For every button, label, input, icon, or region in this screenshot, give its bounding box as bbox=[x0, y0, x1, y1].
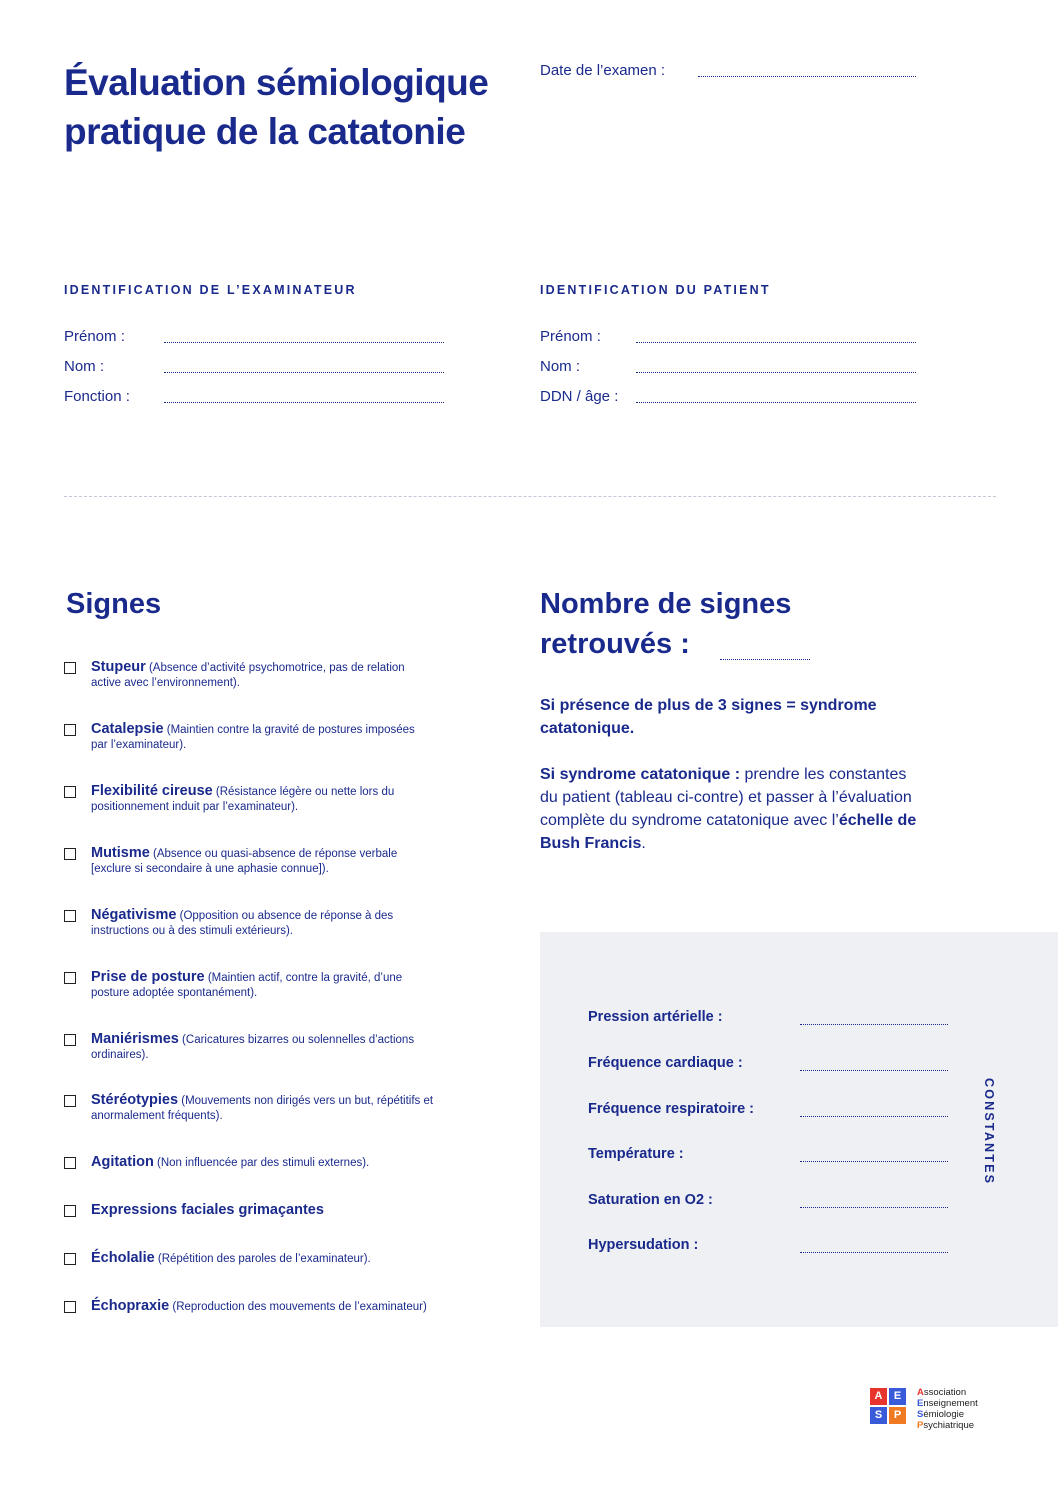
sign-item-expressions-faciales bbox=[64, 1203, 434, 1219]
sign-count-field[interactable] bbox=[720, 659, 810, 660]
aesp-logo-text bbox=[917, 1387, 978, 1431]
bush-francis-link[interactable]: échelle de Bush Francis bbox=[540, 812, 917, 852]
sign-desc: (Maintien contre la gravité de postures imposées par l’examinateur). bbox=[91, 724, 415, 751]
sign-desc: (Maintien actif, contre la gravité, d’une posture adoptée spontanément). bbox=[91, 972, 403, 999]
patient-lastname-label: Nom : bbox=[540, 358, 581, 375]
vital-label-temperature: Température : bbox=[588, 1146, 684, 1162]
examiner-firstname-label: Prénom : bbox=[64, 328, 125, 345]
sign-name: Catalepsie bbox=[91, 721, 164, 737]
examiner-function-field[interactable] bbox=[164, 402, 444, 403]
sign-name: Échopraxie bbox=[91, 1298, 170, 1314]
sign-name: Agitation bbox=[91, 1154, 154, 1170]
exam-date-field[interactable] bbox=[698, 76, 916, 77]
examiner-function-label: Fonction : bbox=[64, 388, 130, 405]
logo-line: Psychiatrique bbox=[917, 1420, 975, 1431]
logo-letter-e: E bbox=[889, 1388, 906, 1405]
patient-dob-label: DDN / âge : bbox=[540, 388, 619, 405]
examiner-lastname-field[interactable] bbox=[164, 372, 444, 373]
sign-item-flexibilite bbox=[64, 784, 434, 815]
logo-line: Sémiologie bbox=[917, 1409, 965, 1420]
sign-checkbox[interactable] bbox=[64, 1095, 76, 1107]
vital-label-blood-pressure: Pression artérielle : bbox=[588, 1009, 723, 1025]
sign-desc: (Caricatures bizarres ou solennelles d’actions ordinaires). bbox=[91, 1034, 415, 1061]
sign-checkbox[interactable] bbox=[64, 848, 76, 860]
sign-name: Flexibilité cireuse bbox=[91, 783, 213, 799]
logo-line: Association bbox=[917, 1387, 967, 1398]
vital-label-oxygen-saturation: Saturation en O2 : bbox=[588, 1192, 713, 1208]
examiner-lastname-label: Nom : bbox=[64, 358, 105, 375]
signs-heading: Signes bbox=[66, 588, 162, 620]
sign-name: Négativisme bbox=[91, 907, 177, 923]
sign-desc: (Répétition des paroles de l’examinateur). bbox=[154, 1253, 371, 1265]
sign-item-catalepsie bbox=[64, 722, 434, 753]
sign-item-echopraxie bbox=[64, 1299, 434, 1315]
vital-field-hypersudation[interactable] bbox=[800, 1252, 948, 1253]
sign-checkbox[interactable] bbox=[64, 1301, 76, 1313]
syndrome-threshold-note bbox=[540, 694, 920, 740]
sign-item-agitation bbox=[64, 1155, 434, 1171]
sign-checkbox[interactable] bbox=[64, 1157, 76, 1169]
patient-firstname-label: Prénom : bbox=[540, 328, 601, 345]
sign-checkbox[interactable] bbox=[64, 972, 76, 984]
threshold-text: Si présence de plus de 3 signes = syndrome catatonique. bbox=[540, 697, 877, 737]
sign-count-heading-line2: retrouvés : bbox=[540, 628, 690, 660]
patient-lastname-field[interactable] bbox=[636, 372, 916, 373]
vital-label-respiratory-rate: Fréquence respiratoire : bbox=[588, 1101, 754, 1117]
sign-checkbox[interactable] bbox=[64, 786, 76, 798]
sign-checkbox[interactable] bbox=[64, 724, 76, 736]
sign-checkbox[interactable] bbox=[64, 1034, 76, 1046]
sign-item-prise-de-posture bbox=[64, 970, 434, 1001]
logo-letter-s: S bbox=[870, 1407, 887, 1424]
vital-field-blood-pressure[interactable] bbox=[800, 1024, 948, 1025]
sign-checkbox[interactable] bbox=[64, 1205, 76, 1217]
page-title: Évaluation sémiologique pratique de la catatonie bbox=[64, 62, 489, 152]
sign-desc: (Reproduction des mouvements de l’examinateur) bbox=[169, 1301, 427, 1313]
vitals-side-label: CONSTANTES bbox=[982, 1078, 996, 1186]
patient-heading: IDENTIFICATION DU PATIENT bbox=[540, 283, 771, 297]
sign-desc: (Absence ou quasi-absence de réponse verbale [exclure si secondaire à une aphasie connue]). bbox=[91, 848, 398, 875]
vital-field-temperature[interactable] bbox=[800, 1161, 948, 1162]
logo-line: Enseignement bbox=[917, 1398, 978, 1409]
vital-field-respiratory-rate[interactable] bbox=[800, 1116, 948, 1117]
sign-name: Prise de posture bbox=[91, 969, 205, 985]
sign-name: Écholalie bbox=[91, 1250, 155, 1266]
dashed-separator bbox=[64, 496, 996, 497]
syndrome-instructions bbox=[540, 763, 920, 855]
sign-count-heading-line1: Nombre de signes bbox=[540, 588, 792, 620]
instructions-bold: Si syndrome catatonique : bbox=[540, 766, 741, 783]
sign-name: Stéréotypies bbox=[91, 1092, 179, 1108]
sign-name: Stupeur bbox=[91, 659, 146, 675]
sign-name: Maniérismes bbox=[91, 1031, 179, 1047]
sign-desc: (Mouvements non dirigés vers un but, répétitifs et anormalement fréquents). bbox=[91, 1095, 434, 1122]
patient-firstname-field[interactable] bbox=[636, 342, 916, 343]
sign-item-manierismes bbox=[64, 1032, 434, 1063]
instructions-text: prendre les constantes du patient (tableau ci-contre) et passer à l’évaluation complète du syndrome catatonique avec l’ bbox=[540, 766, 912, 829]
sign-desc: (Résistance légère ou nette lors du positionnement induit par l’examinateur). bbox=[91, 786, 395, 813]
vital-field-heart-rate[interactable] bbox=[800, 1070, 948, 1071]
sign-desc: (Opposition ou absence de réponse à des instructions ou à des stimuli extérieurs). bbox=[91, 910, 394, 937]
logo-letter-a: A bbox=[870, 1388, 887, 1405]
sign-name: Mutisme bbox=[91, 845, 150, 861]
sign-name: Expressions faciales grimaçantes bbox=[91, 1202, 324, 1218]
sign-item-stupeur bbox=[64, 660, 434, 691]
vital-label-heart-rate: Fréquence cardiaque : bbox=[588, 1055, 743, 1071]
sign-item-echolalie bbox=[64, 1251, 434, 1267]
examiner-firstname-field[interactable] bbox=[164, 342, 444, 343]
sign-item-mutisme bbox=[64, 846, 434, 877]
sign-item-negativisme bbox=[64, 908, 434, 939]
sign-checkbox[interactable] bbox=[64, 1253, 76, 1265]
examiner-heading: IDENTIFICATION DE L’EXAMINATEUR bbox=[64, 283, 357, 297]
logo-letter-p: P bbox=[889, 1407, 906, 1424]
sign-checkbox[interactable] bbox=[64, 662, 76, 674]
sign-desc: (Absence d’activité psychomotrice, pas de relation active avec l’environnement). bbox=[91, 662, 405, 689]
patient-dob-field[interactable] bbox=[636, 402, 916, 403]
sign-desc: (Non influencée par des stimuli externes). bbox=[153, 1157, 370, 1169]
vital-field-oxygen-saturation[interactable] bbox=[800, 1207, 948, 1208]
sign-item-stereotypies bbox=[64, 1093, 434, 1124]
aesp-logo bbox=[870, 1388, 906, 1424]
vital-label-hypersudation: Hypersudation : bbox=[588, 1237, 699, 1253]
exam-date-label: Date de l’examen : bbox=[540, 62, 666, 79]
instructions-end: . bbox=[641, 835, 646, 852]
sign-checkbox[interactable] bbox=[64, 910, 76, 922]
